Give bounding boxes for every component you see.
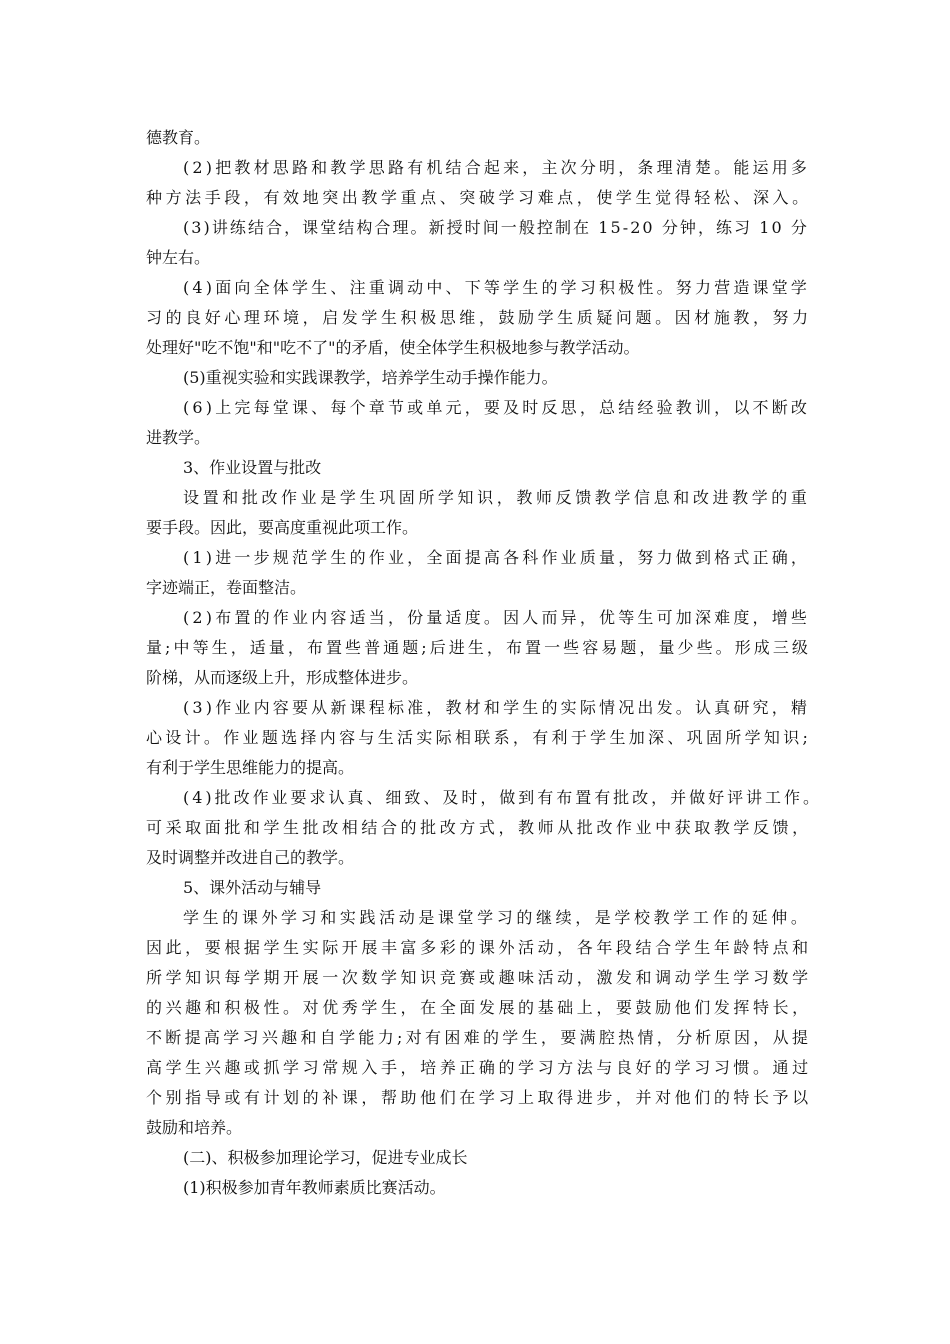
- text-line: 个别指导或有计划的补课，帮助他们在学习上取得进步，并对他们的特长予以: [146, 1088, 812, 1107]
- text-line: 心设计。作业题选择内容与生活实际相联系，有利于学生加深、巩固所学知识;: [146, 728, 812, 747]
- text-line: 可采取面批和学生批改相结合的批改方式，教师从批改作业中获取教学反馈，: [146, 818, 812, 837]
- text-line: 钟左右。: [146, 248, 211, 267]
- text-line: 德教育。: [146, 128, 211, 147]
- text-line: 字迹端正，卷面整洁。: [146, 578, 307, 597]
- text-line: 鼓励和培养。: [146, 1118, 243, 1137]
- text-line: (1)积极参加青年教师素质比赛活动。: [183, 1178, 446, 1197]
- text-line: 阶梯，从而逐级上升，形成整体进步。: [146, 668, 419, 687]
- text-line: 要手段。因此，要高度重视此项工作。: [146, 518, 419, 537]
- section-heading: 5、课外活动与辅导: [183, 878, 322, 897]
- text-line: 设置和批改作业是学生巩固所学知识，教师反馈教学信息和改进教学的重: [183, 488, 811, 507]
- text-line: 高学生兴趣或抓学习常规入手，培养正确的学习方法与良好的学习习惯。通过: [146, 1058, 812, 1077]
- text-line: (6)上完每堂课、每个章节或单元，要及时反思，总结经验教训，以不断改: [183, 398, 811, 417]
- text-line: (5)重视实验和实践课教学，培养学生动手操作能力。: [183, 368, 558, 387]
- text-line: 不断提高学习兴趣和自学能力;对有困难的学生，要满腔热情，分析原因，从提: [146, 1028, 812, 1047]
- text-line: (3)作业内容要从新课程标准，教材和学生的实际情况出发。认真研究，精: [183, 698, 811, 717]
- text-line: 所学知识每学期开展一次数学知识竞赛或趣味活动，激发和调动学生学习数学: [146, 968, 812, 987]
- text-line: 因此，要根据学生实际开展丰富多彩的课外活动，各年段结合学生年龄特点和: [146, 938, 812, 957]
- text-line: 种方法手段，有效地突出教学重点、突破学习难点，使学生觉得轻松、深入。: [146, 188, 812, 207]
- text-line: 习的良好心理环境，启发学生积极思维，鼓励学生质疑问题。因材施教，努力: [146, 308, 812, 327]
- text-line: (4)面向全体学生、注重调动中、下等学生的学习积极性。努力营造课堂学: [183, 278, 811, 297]
- text-line: (2)把教材思路和教学思路有机结合起来，主次分明，条理清楚。能运用多: [183, 158, 811, 177]
- text-line: 处理好"吃不饱"和"吃不了"的矛盾，使全体学生积极地参与教学活动。: [146, 338, 640, 357]
- text-line: 及时调整并改进自己的教学。: [146, 848, 355, 867]
- text-line: 学生的课外学习和实践活动是课堂学习的继续，是学校教学工作的延伸。: [183, 908, 811, 927]
- text-line: 量;中等生，适量，布置些普通题;后进生，布置一些容易题，量少些。形成三级: [146, 638, 811, 657]
- text-line: (3)讲练结合，课堂结构合理。新授时间一般控制在 15-20 分钟，练习 10 分: [183, 218, 809, 237]
- section-heading: 3、作业设置与批改: [183, 458, 322, 477]
- text-line: (2)布置的作业内容适当，份量适度。因人而异，优等生可加深难度，增些: [183, 608, 811, 627]
- text-line: (1)进一步规范学生的作业，全面提高各科作业质量，努力做到格式正确，: [183, 548, 811, 567]
- text-line: 有利于学生思维能力的提高。: [146, 758, 355, 777]
- text-line: 进教学。: [146, 428, 211, 447]
- text-line: 的兴趣和积极性。对优秀学生，在全面发展的基础上，要鼓励他们发挥特长，: [146, 998, 812, 1017]
- section-heading: (二)、积极参加理论学习，促进专业成长: [183, 1148, 468, 1167]
- text-line: (4)批改作业要求认真、细致、及时，做到有布置有批改，并做好评讲工作。: [183, 788, 822, 807]
